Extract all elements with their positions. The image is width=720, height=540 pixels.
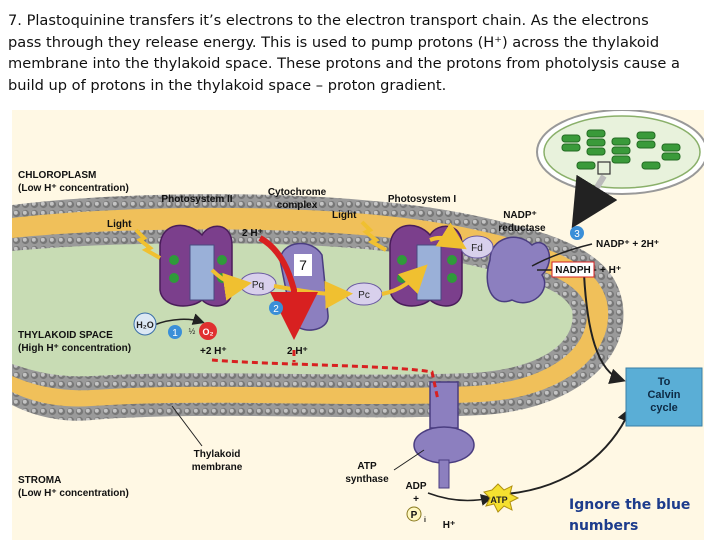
step-3-label: 3 bbox=[574, 229, 580, 240]
plus-label: + bbox=[413, 494, 419, 505]
o2-label: O₂ bbox=[202, 327, 214, 337]
question-caption bbox=[8, 10, 712, 96]
thylakoid-membrane-label-1: Thylakoid bbox=[193, 449, 241, 460]
note-line-1: Ignore the blue bbox=[569, 497, 691, 513]
caption-line-1: 7. Plastoquinine transfers it’s electrons to the electron transport chain. As the electrons bbox=[8, 12, 649, 29]
nadph-label: NADPH bbox=[555, 265, 591, 276]
stroma-label: STROMA bbox=[18, 475, 62, 486]
step-2-label: 2 bbox=[273, 304, 279, 315]
complex-label: complex bbox=[276, 200, 318, 211]
calvin-label-1: To bbox=[657, 376, 671, 388]
nadp-reductase-label-2: reductase bbox=[498, 223, 546, 234]
step-circle-3 bbox=[570, 226, 584, 240]
light-label-2: Light bbox=[332, 210, 357, 221]
step-circle-1 bbox=[168, 325, 182, 339]
half-label: ½ bbox=[188, 327, 196, 336]
step-circle-2 bbox=[269, 301, 283, 315]
photosystem-ii bbox=[160, 225, 232, 306]
nadp-reductase-label-1: NADP⁺ bbox=[503, 210, 537, 221]
caption-line-2: pass through they release energy. This is used to pump protons (H⁺) across the thylakoid bbox=[8, 33, 660, 51]
chloroplasm-label: CHLOROPLASM bbox=[18, 170, 97, 181]
calvin-label-2: Calvin bbox=[647, 389, 681, 401]
atp-label: ATP bbox=[490, 495, 508, 505]
calvin-label-3: cycle bbox=[650, 402, 678, 414]
photosystem-i bbox=[390, 225, 462, 306]
plus-h-label: + H⁺ bbox=[600, 265, 622, 276]
caption-line-4: build up of protons in the thylakoid space – proton gradient. bbox=[8, 76, 447, 94]
pi-label: P bbox=[410, 510, 418, 521]
photosystem-i-label: Photosystem I bbox=[387, 194, 457, 205]
atp-synthase-label-1: ATP bbox=[357, 461, 377, 472]
pq-label: Pq bbox=[251, 280, 265, 291]
plus-2h-label: +2 H⁺ bbox=[200, 346, 227, 357]
h2o-circle bbox=[134, 313, 156, 335]
pc-label: Pc bbox=[358, 290, 370, 301]
thylakoid-membrane-label-2: membrane bbox=[191, 462, 243, 473]
thylakoid-space-label: THYLAKOID SPACE bbox=[18, 330, 113, 341]
nadp-plus-2h-label: NADP⁺ + 2H⁺ bbox=[596, 239, 660, 250]
pc-carrier bbox=[346, 283, 382, 305]
photosystem-ii-label: Photosystem II bbox=[161, 194, 233, 205]
two-h-label: 2 H⁺ bbox=[242, 228, 263, 239]
adp-label: ADP bbox=[405, 481, 427, 492]
ignore-numbers-note bbox=[569, 495, 699, 537]
fd-label: Fd bbox=[471, 243, 483, 254]
atp-synthase-label-2: synthase bbox=[345, 474, 389, 485]
pi-sub-label: i bbox=[424, 517, 426, 524]
pq-carrier bbox=[240, 273, 276, 295]
thylakoid-space-sub-label: (High H⁺ concentration) bbox=[18, 343, 132, 354]
light-label-1: Light bbox=[107, 219, 132, 230]
handwritten-7-label: 7 bbox=[299, 257, 307, 273]
h2o-label: H₂O bbox=[136, 320, 154, 330]
chloroplasm-sub-label: (Low H⁺ concentration) bbox=[18, 183, 129, 194]
step-1-label: 1 bbox=[172, 328, 178, 339]
cytochrome-label: Cytochrome bbox=[267, 187, 327, 198]
two-h-lower-label: 2 H⁺ bbox=[287, 346, 308, 357]
fd-carrier bbox=[461, 236, 493, 258]
caption-line-3: membrane into the thylakoid space. These protons and the protons from photolysis cause a bbox=[8, 55, 680, 73]
h-plus-bottom-label: H⁺ bbox=[442, 520, 456, 531]
thylakoid-diagram bbox=[12, 110, 704, 540]
o2-circle bbox=[199, 322, 217, 340]
note-line-2: numbers bbox=[569, 518, 639, 534]
stroma-sub-label: (Low H⁺ concentration) bbox=[18, 488, 129, 499]
